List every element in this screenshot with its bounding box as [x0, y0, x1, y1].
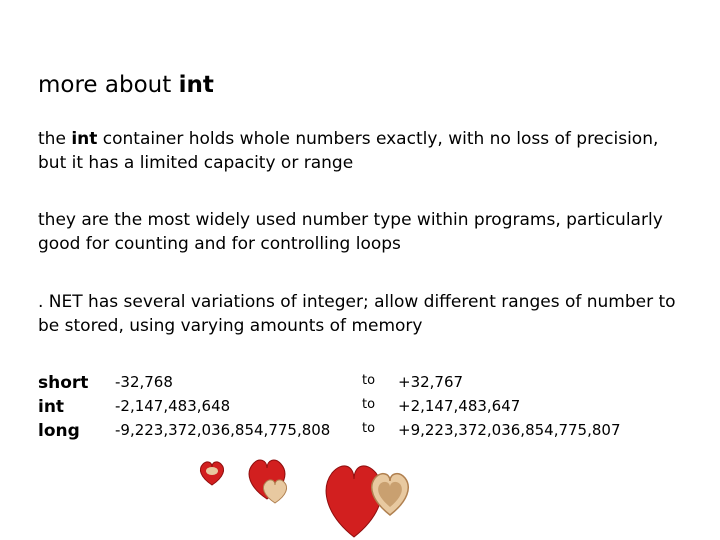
title-keyword: int — [178, 72, 214, 98]
range-type: short — [38, 373, 89, 393]
p1-before: the — [38, 129, 72, 149]
range-to: to — [362, 421, 376, 436]
range-type: long — [38, 421, 80, 441]
paragraph-net-variations: . NET has several variations of integer; allow different ranges of number to be stored, using varying amounts of memory — [38, 292, 676, 336]
range-max: +9,223,372,036,854,775,807 — [398, 421, 621, 439]
range-max: +2,147,483,647 — [398, 397, 521, 415]
small-heart-box-icon — [200, 462, 223, 485]
large-heart-box-icon — [326, 466, 408, 537]
range-type: int — [38, 397, 65, 417]
paragraph-usage: they are the most widely used number type within programs, particularly good for counting and for controlling loops — [38, 210, 663, 254]
range-min: -9,223,372,036,854,775,808 — [115, 421, 331, 439]
title-prefix: more about — [38, 72, 179, 98]
range-to: to — [362, 373, 376, 388]
slide-title — [38, 72, 214, 98]
heart-boxes-icon — [190, 445, 420, 540]
range-min: -2,147,483,648 — [115, 397, 231, 415]
range-to: to — [362, 397, 376, 412]
p1-keyword: int — [71, 129, 98, 149]
range-max: +32,767 — [398, 373, 464, 391]
paragraph-int-precision — [38, 127, 688, 175]
range-min: -32,768 — [115, 373, 173, 391]
p1-after: container holds whole numbers exactly, with no loss of precision, but it has a limited capacity or range — [38, 129, 659, 173]
medium-heart-box-icon — [249, 460, 286, 503]
